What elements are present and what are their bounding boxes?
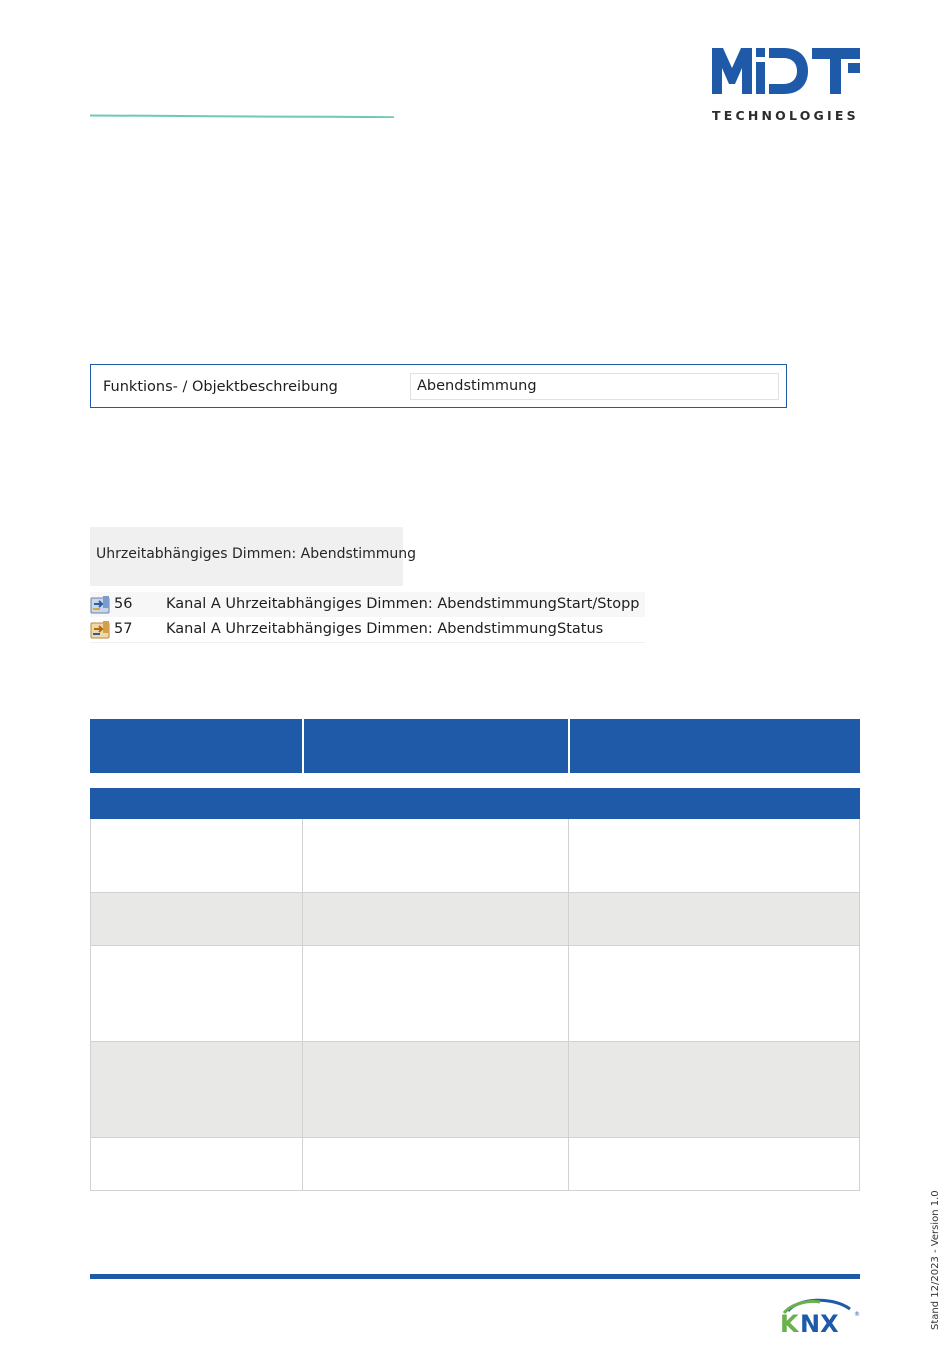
version-stamp: Stand 12/2023 - Version 1.0 <box>930 1190 941 1330</box>
table-cell <box>569 819 860 893</box>
table-cell <box>90 893 303 946</box>
table-cell <box>303 893 569 946</box>
table-cell <box>90 1042 303 1138</box>
table-cell <box>569 1042 860 1138</box>
object-function: Status <box>557 621 604 637</box>
title-underline <box>90 114 394 118</box>
table-cell <box>569 946 860 1042</box>
object-name: Kanal A Uhrzeitabhängiges Dimmen: Abendstimmung <box>166 621 557 637</box>
svg-text:®: ® <box>854 1311 860 1318</box>
table-header-cell <box>304 719 568 773</box>
objects-table <box>90 719 860 1191</box>
parameter-row <box>90 364 787 408</box>
communication-object-status-icon <box>90 620 110 639</box>
parameter-page-tab[interactable] <box>90 527 417 586</box>
object-function: Start/Stopp <box>557 596 640 612</box>
table-cell <box>90 946 303 1042</box>
footer-rule <box>90 1274 860 1279</box>
object-number: 57 <box>114 621 133 637</box>
object-row[interactable] <box>90 592 645 617</box>
svg-text:K: K <box>780 1310 799 1336</box>
svg-text:NX: NX <box>800 1310 839 1336</box>
communication-object-icon <box>90 595 110 614</box>
table-cell <box>90 1138 303 1191</box>
object-row[interactable] <box>90 617 645 643</box>
table-header-cell <box>570 719 860 773</box>
object-number: 56 <box>114 596 133 612</box>
parameter-value-field[interactable]: Abendstimmung <box>410 373 779 400</box>
parameter-page-tab-label: Uhrzeitabhängiges Dimmen: Abendstimmung <box>96 546 417 562</box>
parameter-label: Funktions- / Objektbeschreibung <box>103 379 338 395</box>
table-header-cell <box>90 719 302 773</box>
table-cell <box>303 819 569 893</box>
knx-logo <box>780 1296 862 1336</box>
table-cell <box>303 946 569 1042</box>
table-cell <box>90 819 303 893</box>
mdt-logo-subtitle: TECHNOLOGIES <box>712 108 859 123</box>
table-cell <box>303 1138 569 1191</box>
table-section-header <box>90 788 860 819</box>
object-name: Kanal A Uhrzeitabhängiges Dimmen: Abendstimmung <box>166 596 557 612</box>
table-cell <box>569 1138 860 1191</box>
table-cell <box>569 893 860 946</box>
table-cell <box>303 1042 569 1138</box>
